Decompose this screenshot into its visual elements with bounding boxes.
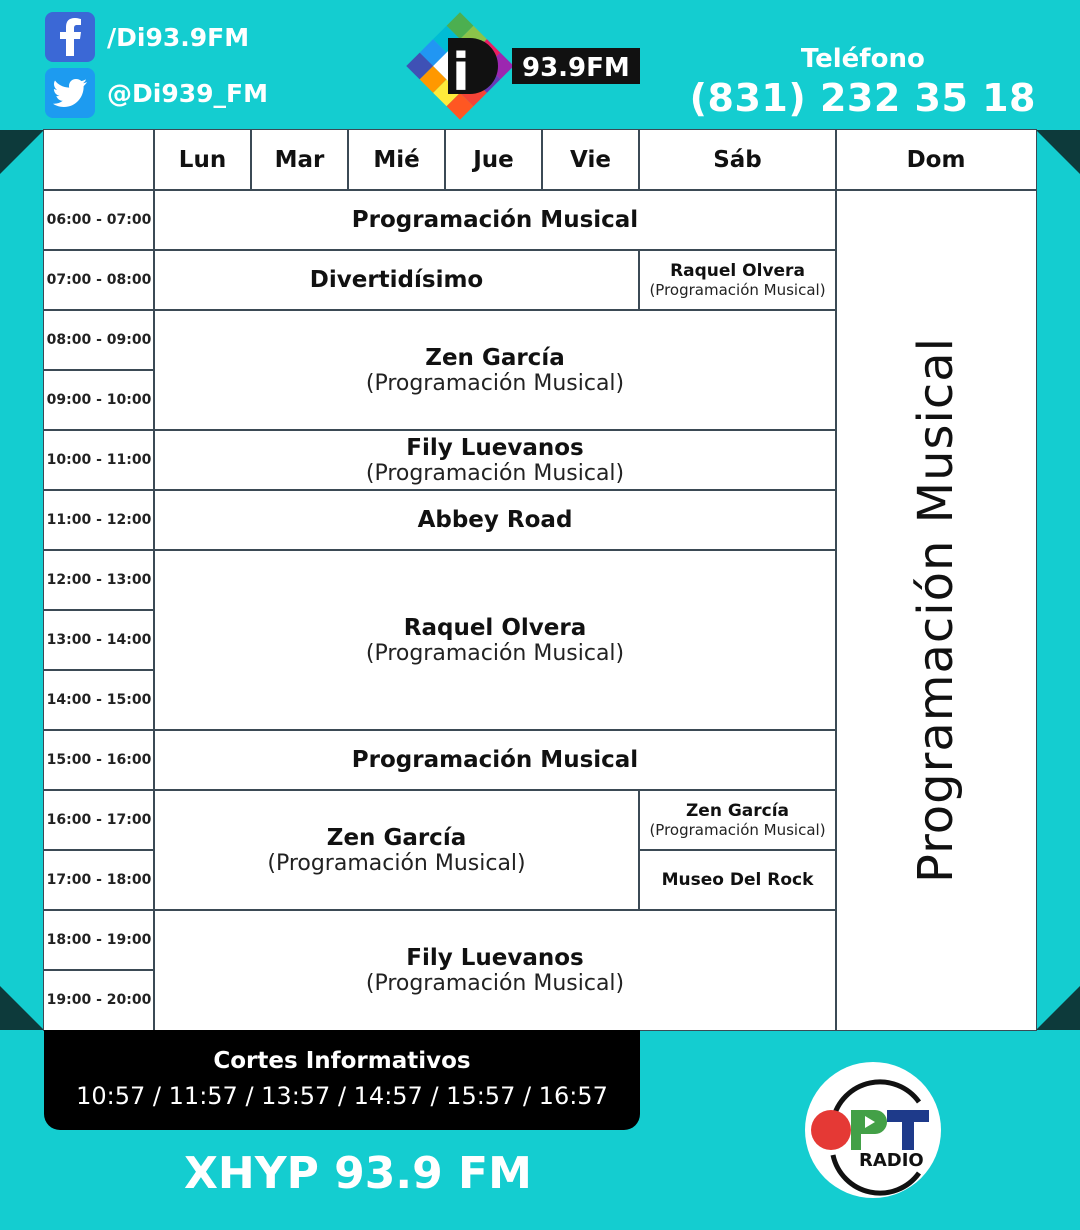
program-title: Fily Luevanos [406,944,584,971]
corner-triangle [1036,130,1080,174]
program-title: Programación Musical [351,207,639,233]
program-subtitle: (Programación Musical) [365,970,625,996]
station-name: XHYP 93.9 FM [184,1148,532,1199]
program-title: Zen García [326,824,467,851]
time-slot: 19:00 - 20:00 [43,969,155,1031]
program-block[interactable] [638,249,837,311]
program-block[interactable] [638,849,837,911]
program-block[interactable] [638,789,837,851]
sunday-block[interactable] [835,189,1037,1031]
time-slot: 10:00 - 11:00 [43,429,155,491]
time-slot: 18:00 - 19:00 [43,909,155,971]
day-header: Vie [541,129,640,191]
program-block[interactable] [153,309,837,431]
time-slot: 08:00 - 09:00 [43,309,155,371]
day-header: Dom [835,129,1037,191]
di-logo [400,8,645,124]
program-block[interactable] [153,789,640,911]
news-breaks-title: Cortes Informativos [213,1048,471,1074]
program-subtitle: (Programación Musical) [365,460,625,486]
program-subtitle: (Programación Musical) [649,821,826,839]
day-header: Lun [153,129,252,191]
program-subtitle: (Programación Musical) [267,850,526,876]
twitter-link[interactable] [45,68,268,118]
program-title: Abbey Road [417,507,573,533]
program-block[interactable] [153,909,837,1031]
logo-frequency: 93.9FM [522,53,630,83]
time-slot: 14:00 - 15:00 [43,669,155,731]
program-subtitle: (Programación Musical) [365,370,625,396]
time-slot: 15:00 - 16:00 [43,729,155,791]
program-title: Divertidísimo [309,267,484,293]
program-title: Programación Musical [351,747,639,773]
day-header: Mié [347,129,446,191]
program-block[interactable] [153,189,837,251]
day-header: Mar [250,129,349,191]
program-subtitle: (Programación Musical) [365,640,625,666]
ort-radio-text: RADIO [859,1150,924,1171]
day-header: Sáb [638,129,837,191]
phone-block [690,44,1036,120]
corner-triangle [0,130,44,174]
time-slot: 13:00 - 14:00 [43,609,155,671]
program-title: Raquel Olvera [670,261,805,281]
time-slot: 12:00 - 13:00 [43,549,155,611]
phone-number[interactable]: (831) 232 35 18 [689,76,1036,120]
corner-cell [43,129,155,191]
corner-triangle [0,986,44,1030]
facebook-icon [45,12,95,62]
facebook-handle: /Di93.9FM [107,22,250,52]
time-slot: 09:00 - 10:00 [43,369,155,431]
time-slot: 17:00 - 18:00 [43,849,155,911]
program-title: Zen García [425,344,565,371]
logo-brand: i [452,43,470,103]
day-header: Jue [444,129,543,191]
program-block[interactable] [153,549,837,731]
program-block[interactable] [153,249,640,311]
twitter-handle: @Di939_FM [107,78,268,108]
twitter-icon [45,68,95,118]
phone-label: Teléfono [800,44,925,74]
news-breaks-panel [44,1030,640,1130]
schedule-grid [44,130,1036,1030]
program-title: Fily Luevanos [406,434,584,461]
program-block[interactable] [153,729,837,791]
news-breaks-times: 10:57 / 11:57 / 13:57 / 14:57 / 15:57 / 16:57 [76,1082,608,1110]
sunday-program-title: Programación Musical [908,336,964,884]
program-title: Raquel Olvera [403,614,587,641]
time-slot: 16:00 - 17:00 [43,789,155,851]
time-slot: 11:00 - 12:00 [43,489,155,551]
program-block[interactable] [153,489,837,551]
ort-radio-logo [803,1060,943,1200]
program-title: Zen García [685,801,790,821]
program-title: Museo Del Rock [661,870,814,890]
corner-triangle [1036,986,1080,1030]
program-block[interactable] [153,429,837,491]
program-subtitle: (Programación Musical) [649,281,826,299]
time-slot: 06:00 - 07:00 [43,189,155,251]
facebook-link[interactable] [45,12,249,62]
time-slot: 07:00 - 08:00 [43,249,155,311]
